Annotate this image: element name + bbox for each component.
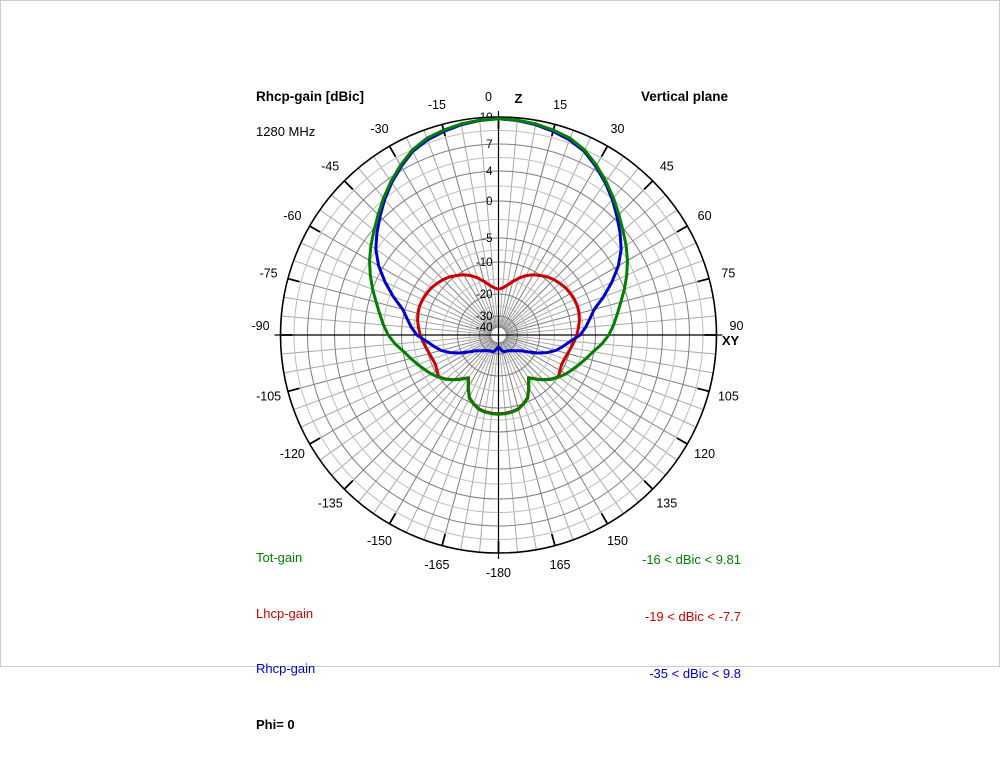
plane-label: Vertical plane xyxy=(641,89,729,104)
angle-tick xyxy=(344,181,352,189)
radial-scale-label: 4 xyxy=(486,166,493,178)
radial-scale-label: -40 xyxy=(475,322,493,334)
range-legend xyxy=(642,512,741,721)
grid-spoke xyxy=(373,342,493,514)
grid-spoke xyxy=(506,337,709,391)
radial-scale-label: -10 xyxy=(475,257,493,269)
angle-label: -15 xyxy=(427,98,446,113)
angle-tick xyxy=(310,438,320,444)
phi-label: Phi= 0 xyxy=(256,716,295,732)
radial-scale-label: -30 xyxy=(475,311,493,323)
angle-tick xyxy=(288,279,300,282)
angle-tick xyxy=(644,181,652,189)
frequency-label: 1280 MHz xyxy=(256,124,316,139)
series-legend xyxy=(256,512,315,771)
grid-spoke xyxy=(502,342,591,532)
angle-label: -150 xyxy=(366,534,393,549)
page-title: Rhcp-gain [dBic] xyxy=(256,89,364,104)
angle-tick xyxy=(677,226,687,232)
angle-tick xyxy=(390,146,396,156)
angle-label: -90 xyxy=(251,319,270,333)
grid-spoke xyxy=(406,342,495,532)
grid-spoke xyxy=(442,343,496,546)
angle-label: 165 xyxy=(549,557,571,572)
grid-spoke xyxy=(505,340,677,460)
angle-label: 45 xyxy=(659,159,674,174)
legend-item-lhcp-gain: Lhcp-gain xyxy=(256,605,314,621)
angle-label: 30 xyxy=(610,121,625,136)
angle-tick xyxy=(344,481,352,489)
angle-label: 75 xyxy=(721,266,736,281)
grid-spoke xyxy=(288,337,491,391)
radiation-pattern-chart xyxy=(1,1,1001,668)
angle-tick xyxy=(390,513,396,523)
radial-scale-label: 7 xyxy=(486,139,493,151)
angle-label: 150 xyxy=(607,534,628,549)
angle-tick xyxy=(697,279,709,282)
angle-label: -165 xyxy=(424,557,450,572)
legend-item-tot-gain: Tot-gain xyxy=(256,550,303,565)
angle-tick xyxy=(602,513,608,523)
grid-spoke xyxy=(501,124,555,327)
grid-spoke xyxy=(502,137,591,327)
grid-spoke xyxy=(503,342,623,514)
angle-tick xyxy=(644,481,652,489)
grid-spoke xyxy=(506,243,696,332)
angle-label: 15 xyxy=(553,98,568,113)
radial-scale-label: -20 xyxy=(475,289,493,301)
angle-tick xyxy=(310,226,320,232)
angle-label: 60 xyxy=(697,209,712,223)
grid-spoke xyxy=(501,343,555,546)
angle-label: 135 xyxy=(656,496,678,511)
radial-scale-label: -5 xyxy=(482,233,493,245)
range-tot-gain: -16 < dBic < 9.81 xyxy=(641,552,741,567)
angle-label: 0 xyxy=(485,90,492,104)
radial-scale-label: 10 xyxy=(479,112,493,124)
angle-label: 90 xyxy=(729,319,744,333)
angle-label: -60 xyxy=(283,209,302,223)
angle-tick xyxy=(288,388,300,391)
range-lhcp-gain: -19 < dBic < -7.7 xyxy=(644,609,741,624)
radial-scale-label: 0 xyxy=(486,196,493,208)
grid-spoke xyxy=(301,243,491,332)
angle-label: 120 xyxy=(694,447,716,461)
legend-item-rhcp-gain: Rhcp-gain xyxy=(256,661,316,676)
grid-spoke xyxy=(505,210,677,330)
angle-label: -75 xyxy=(259,266,278,281)
angle-tick xyxy=(552,534,555,546)
angle-label: -30 xyxy=(370,121,389,136)
xy-axis-label: XY xyxy=(721,333,740,348)
angle-tick xyxy=(602,146,608,156)
angle-tick xyxy=(677,438,687,444)
grid-spoke xyxy=(320,340,492,460)
range-rhcp-gain: -35 < dBic < 9.8 xyxy=(649,666,741,681)
angle-tick xyxy=(697,388,709,391)
angle-label: -135 xyxy=(317,496,343,511)
z-axis-label: Z xyxy=(514,91,523,106)
angle-label: -180 xyxy=(485,566,512,580)
angle-label: 105 xyxy=(717,389,739,404)
angle-label: -45 xyxy=(321,159,340,174)
angle-tick xyxy=(442,534,445,546)
grid-spoke xyxy=(320,210,492,330)
angle-label: -105 xyxy=(256,389,282,404)
angle-label: -120 xyxy=(279,447,305,461)
